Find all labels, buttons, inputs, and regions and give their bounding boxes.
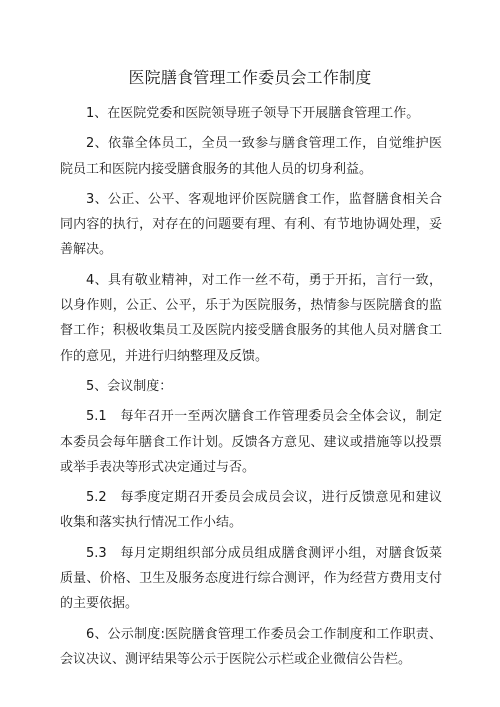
paragraph-5-3: 5.3 每月定期组织部分成员组成膳食测评小组，对膳食饭菜质量、价格、卫生及服务态度进行综合测评，作为经营方费用支付的主要依据。 [60, 545, 442, 612]
paragraph-5-2: 5.2 每季度定期召开委员会成员会议，进行反馈意见和建议收集和落实执行情况工作小结。 [60, 490, 442, 531]
paragraph-3: 3、公正、公平、客观地评价医院膳食工作，监督膳食相关合同内容的执行，对存在的问题要有理、有利、有节地协调处理，妥善解决。 [60, 191, 442, 258]
document-body [60, 101, 442, 677]
paragraph-4: 4、具有敬业精神，对工作一丝不苟，勇于开拓，言行一致，以身作则，公正、公平，乐于为医院服务，热情参与医院膳食的监督工作；积极收集员工及医院内接受膳食服务的其他人员对膳食工作的意见，并进行归纳整理及反馈。 [60, 272, 442, 364]
paragraph-1: 1、在医院党委和医院领导班子领导下开展膳食管理工作。 [86, 106, 420, 121]
paragraph-5: 5、会议制度： [86, 378, 173, 394]
paragraph-6: 6、公示制度:医院膳食管理工作委员会工作制度和工作职责、会议决议、测评结果等公示于医院公示栏或企业微信公告栏。 [60, 626, 442, 667]
paragraph-2: 2、依靠全体员工，全员一致参与膳食管理工作，自觉维护医院员工和医院内接受膳食服务的其他人员的切身利益。 [60, 136, 442, 177]
document-title: 医院膳食管理工作委员会工作制度 [128, 68, 372, 87]
paragraph-5-1: 5.1 每年召开一至两次膳食工作管理委员会全体会议，制定本委员会每年膳食工作计划。反馈各方意见、建议或措施等以投票或举手表决等形式决定通过与否。 [60, 409, 442, 475]
